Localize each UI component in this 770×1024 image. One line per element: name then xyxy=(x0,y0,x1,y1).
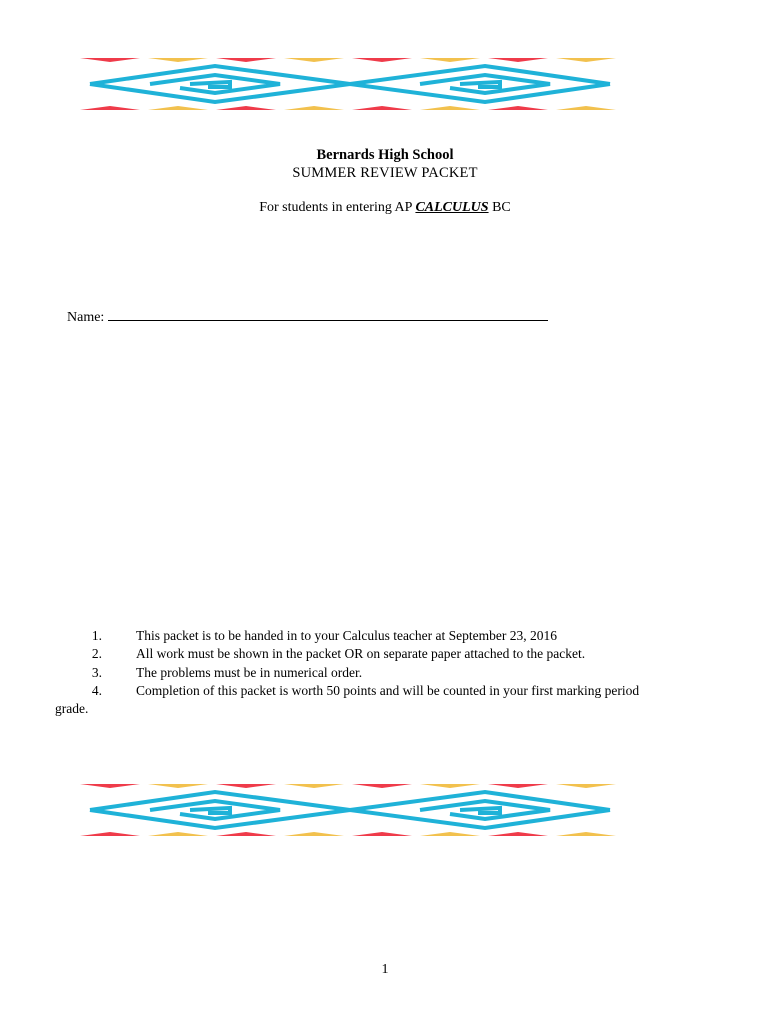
banner-top-triangles xyxy=(80,784,616,788)
item-continuation: grade. xyxy=(55,701,89,717)
instructions-list xyxy=(55,627,715,718)
subtitle xyxy=(0,200,770,216)
item-text: This packet is to be handed in to your Calculus teacher at September 23, 2016 xyxy=(136,628,558,643)
list-item xyxy=(55,645,715,663)
subtitle-prefix: For students in entering AP xyxy=(259,200,412,215)
title-block xyxy=(0,146,770,182)
banner-graphic xyxy=(80,782,620,838)
item-text: The problems must be in numerical order. xyxy=(136,664,363,680)
subtitle-suffix: BC xyxy=(492,200,511,215)
banner-blue-pattern xyxy=(90,792,610,828)
packet-title: SUMMER REVIEW PACKET xyxy=(292,165,478,181)
page-number: 1 xyxy=(381,962,389,977)
banner-blue-pattern xyxy=(90,66,610,102)
item-number: 1. xyxy=(91,628,102,643)
item-number: 2. xyxy=(91,646,102,662)
item-text: Completion of this packet is worth 50 points and will be counted in your first marking period xyxy=(136,682,640,698)
bottom-decorative-banner-icon xyxy=(80,782,620,838)
name-label: Name: xyxy=(67,310,105,325)
banner-bottom-triangles xyxy=(80,106,616,110)
list-item xyxy=(55,682,715,700)
item-number: 4. xyxy=(91,682,102,698)
name-field xyxy=(67,308,548,326)
list-item xyxy=(55,627,715,645)
banner-graphic xyxy=(80,56,620,112)
item-text: All work must be shown in the packet OR on separate paper attached to the packet. xyxy=(136,646,586,662)
subtitle-course: CALCULUS xyxy=(415,200,489,215)
top-decorative-banner-icon xyxy=(80,56,620,112)
list-item xyxy=(55,664,715,682)
school-name: Bernards High School xyxy=(316,147,454,163)
banner-top-triangles xyxy=(80,58,616,62)
item-number: 3. xyxy=(91,664,102,680)
banner-bottom-triangles xyxy=(80,832,616,836)
name-blank-line[interactable] xyxy=(108,308,548,321)
